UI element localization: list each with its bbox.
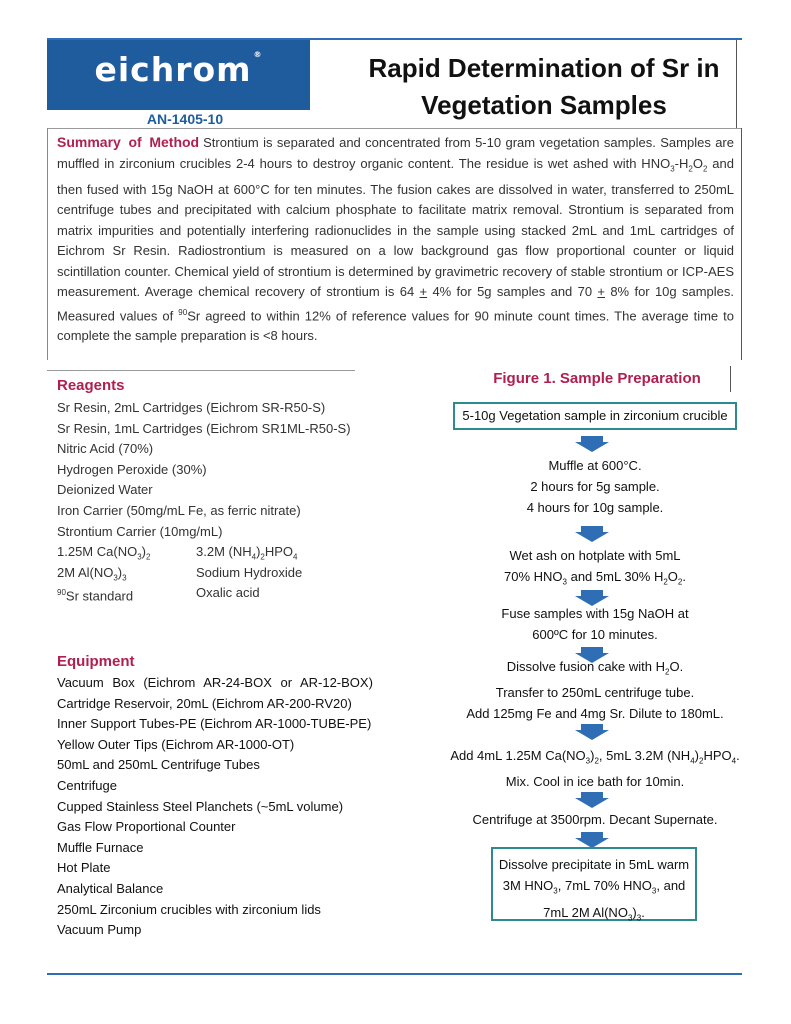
footer-rule [47, 973, 742, 975]
list-item: 1.25M $Ca(NO_3)_2$ [57, 544, 151, 562]
list-item: Hot Plate [57, 860, 111, 876]
summary-left-border [47, 128, 48, 360]
title-line-1: Rapid Determination of Sr in [368, 53, 720, 83]
flow-step-precipitate: Add 4mL 1.25M $Ca(NO_3)_2$, 5mL 3.2M $(NH_4)_2HPO_4$. Mix. Cool in ice bath for 10min. [450, 748, 740, 790]
reagents-list [57, 398, 357, 542]
list-item: Sr Resin, 2mL Cartridges (Eichrom SR-R50-S) [57, 400, 326, 415]
figure-title: Figure 1. Sample Preparation [493, 370, 701, 387]
list-item: Vacuum Pump [57, 922, 142, 938]
list-item: Cartridge Reservoir, 20mL (Eichrom AR-200-RV20) [57, 695, 352, 711]
figure-title-border [730, 366, 731, 392]
flow-step-centrifuge: Centrifuge at 3500rpm. Decant Supernate. [472, 812, 718, 827]
list-item: Strontium Carrier (10mg/mL) [57, 523, 223, 539]
list-item: Cupped Stainless Steel Planchets (~5mL volume) [57, 798, 344, 814]
reagents-col-1 [57, 542, 197, 604]
list-item: Inner Support Tubes-PE (Eichrom AR-1000-TUBE-PE) [57, 716, 372, 732]
list-item: Deionized Water [57, 482, 153, 498]
flow-step-wet-ash: Wet ash on hotplate with 5mL 70% $HNO_3$ and 5mL 30% $H_2O_2$. [504, 548, 686, 587]
list-item: Nitric Acid (70%) [57, 441, 154, 457]
flow-step-dissolve: Dissolve fusion cake with $H_2O$. Transfer to 250mL centrifuge tube. Add 125mg Fe and 4mg Sr. Dilute to 180mL. [466, 659, 724, 722]
down-arrow-icon [575, 832, 609, 848]
reagents-heading: Reagents [57, 377, 125, 394]
logo-wordmark: eichrom ® [94, 50, 263, 89]
list-item: Centrifuge [57, 777, 117, 793]
flow-end-box: Dissolve precipitate in 5mL warm 3M $HNO_3$, 7mL 70% $HNO_3$, and 7mL 2M $Al(NO_3)_3$. [491, 847, 697, 921]
down-arrow-icon [575, 724, 609, 740]
list-item: Analytical Balance [57, 880, 164, 896]
list-item: Sodium Hydroxide [196, 564, 303, 580]
flow-start-box: 5-10g Vegetation sample in zirconium crucible [453, 402, 737, 430]
flow-step-muffle: Muffle at 600°C. 2 hours for 5g sample. 4 hours for 10g sample. [526, 458, 664, 515]
list-item: Gas Flow Proportional Counter [57, 819, 236, 835]
page-title [358, 50, 730, 124]
list-item: 250mL Zirconium crucibles with zirconium lids [57, 901, 321, 917]
list-item: Yellow Outer Tips (Eichrom AR-1000-OT) [57, 736, 295, 752]
reagents-col-2 [196, 542, 356, 604]
list-item: Hydrogen Peroxide (30%) [57, 461, 207, 477]
list-item: Vacuum Box (Eichrom AR-24-BOX or AR-12-BOX) [57, 675, 373, 690]
summary-heading: Summary of Method [57, 134, 200, 150]
summary-rule [47, 128, 742, 129]
list-item: Iron Carrier (50mg/mL Fe, as ferric nitrate) [57, 502, 301, 518]
list-item: Sr Resin, 1mL Cartridges (Eichrom SR1ML-R50-S) [57, 420, 351, 436]
list-item: $^{90}$Sr standard [57, 588, 134, 604]
document-number: AN-1405-10 [146, 111, 224, 127]
summary-of-method: Summary of Method Strontium is separated and concentrated from 5-10 gram vegetation samples. Samples are muffled in zirconium crucibles 2-4 hours to destroy organic content. The residue is wet ashed with $HNO_3-H_2O_2$ and then fused with 15g NaOH at 600°C for ten minutes. The fusion cakes are dissolved in water, transferred to 250mL centrifuge tubes and precipitated with calcium phosphate to facilitate matrix removal. Strontium is separated from matrix impurities and potentially interfering radionuclides in the sample using stacked 2mL and 1mL cartridges of Eichrom Sr Resin. Radiostrontium is measured on a low background gas flow proportional counter or liquid scintillation counter. Chemical yield of strontium is determined by gravimetric recovery of stable strontium or ICP-AES measurement. Average chemical recovery of strontium is 64 + 4% for 5g samples and 70 + 8% for 10g samples. Measured values of $^{90}$Sr agreed to within 12% of reference values for 90 minute count times. The average time to complete the sample preparation is <8 hours. [57, 134, 734, 344]
list-item: 50mL and 250mL Centrifuge Tubes [57, 757, 260, 773]
flow-step-fuse: Fuse samples with 15g NaOH at 600ºC for 10 minutes. [501, 606, 689, 642]
summary-right-border [741, 128, 742, 360]
equipment-list [57, 673, 377, 941]
reagents-rule [47, 370, 355, 371]
down-arrow-icon [575, 526, 609, 542]
title-line-2: Vegetation Samples [421, 90, 667, 120]
equipment-heading: Equipment [57, 653, 135, 670]
list-item: 3.2M $(NH_4)_2HPO_4$ [196, 544, 298, 562]
list-item: Muffle Furnace [57, 839, 144, 855]
down-arrow-icon [575, 436, 609, 452]
list-item: 2M $Al(NO_3)_3$ [57, 564, 127, 583]
down-arrow-icon [575, 792, 609, 808]
list-item: Oxalic acid [196, 585, 260, 601]
